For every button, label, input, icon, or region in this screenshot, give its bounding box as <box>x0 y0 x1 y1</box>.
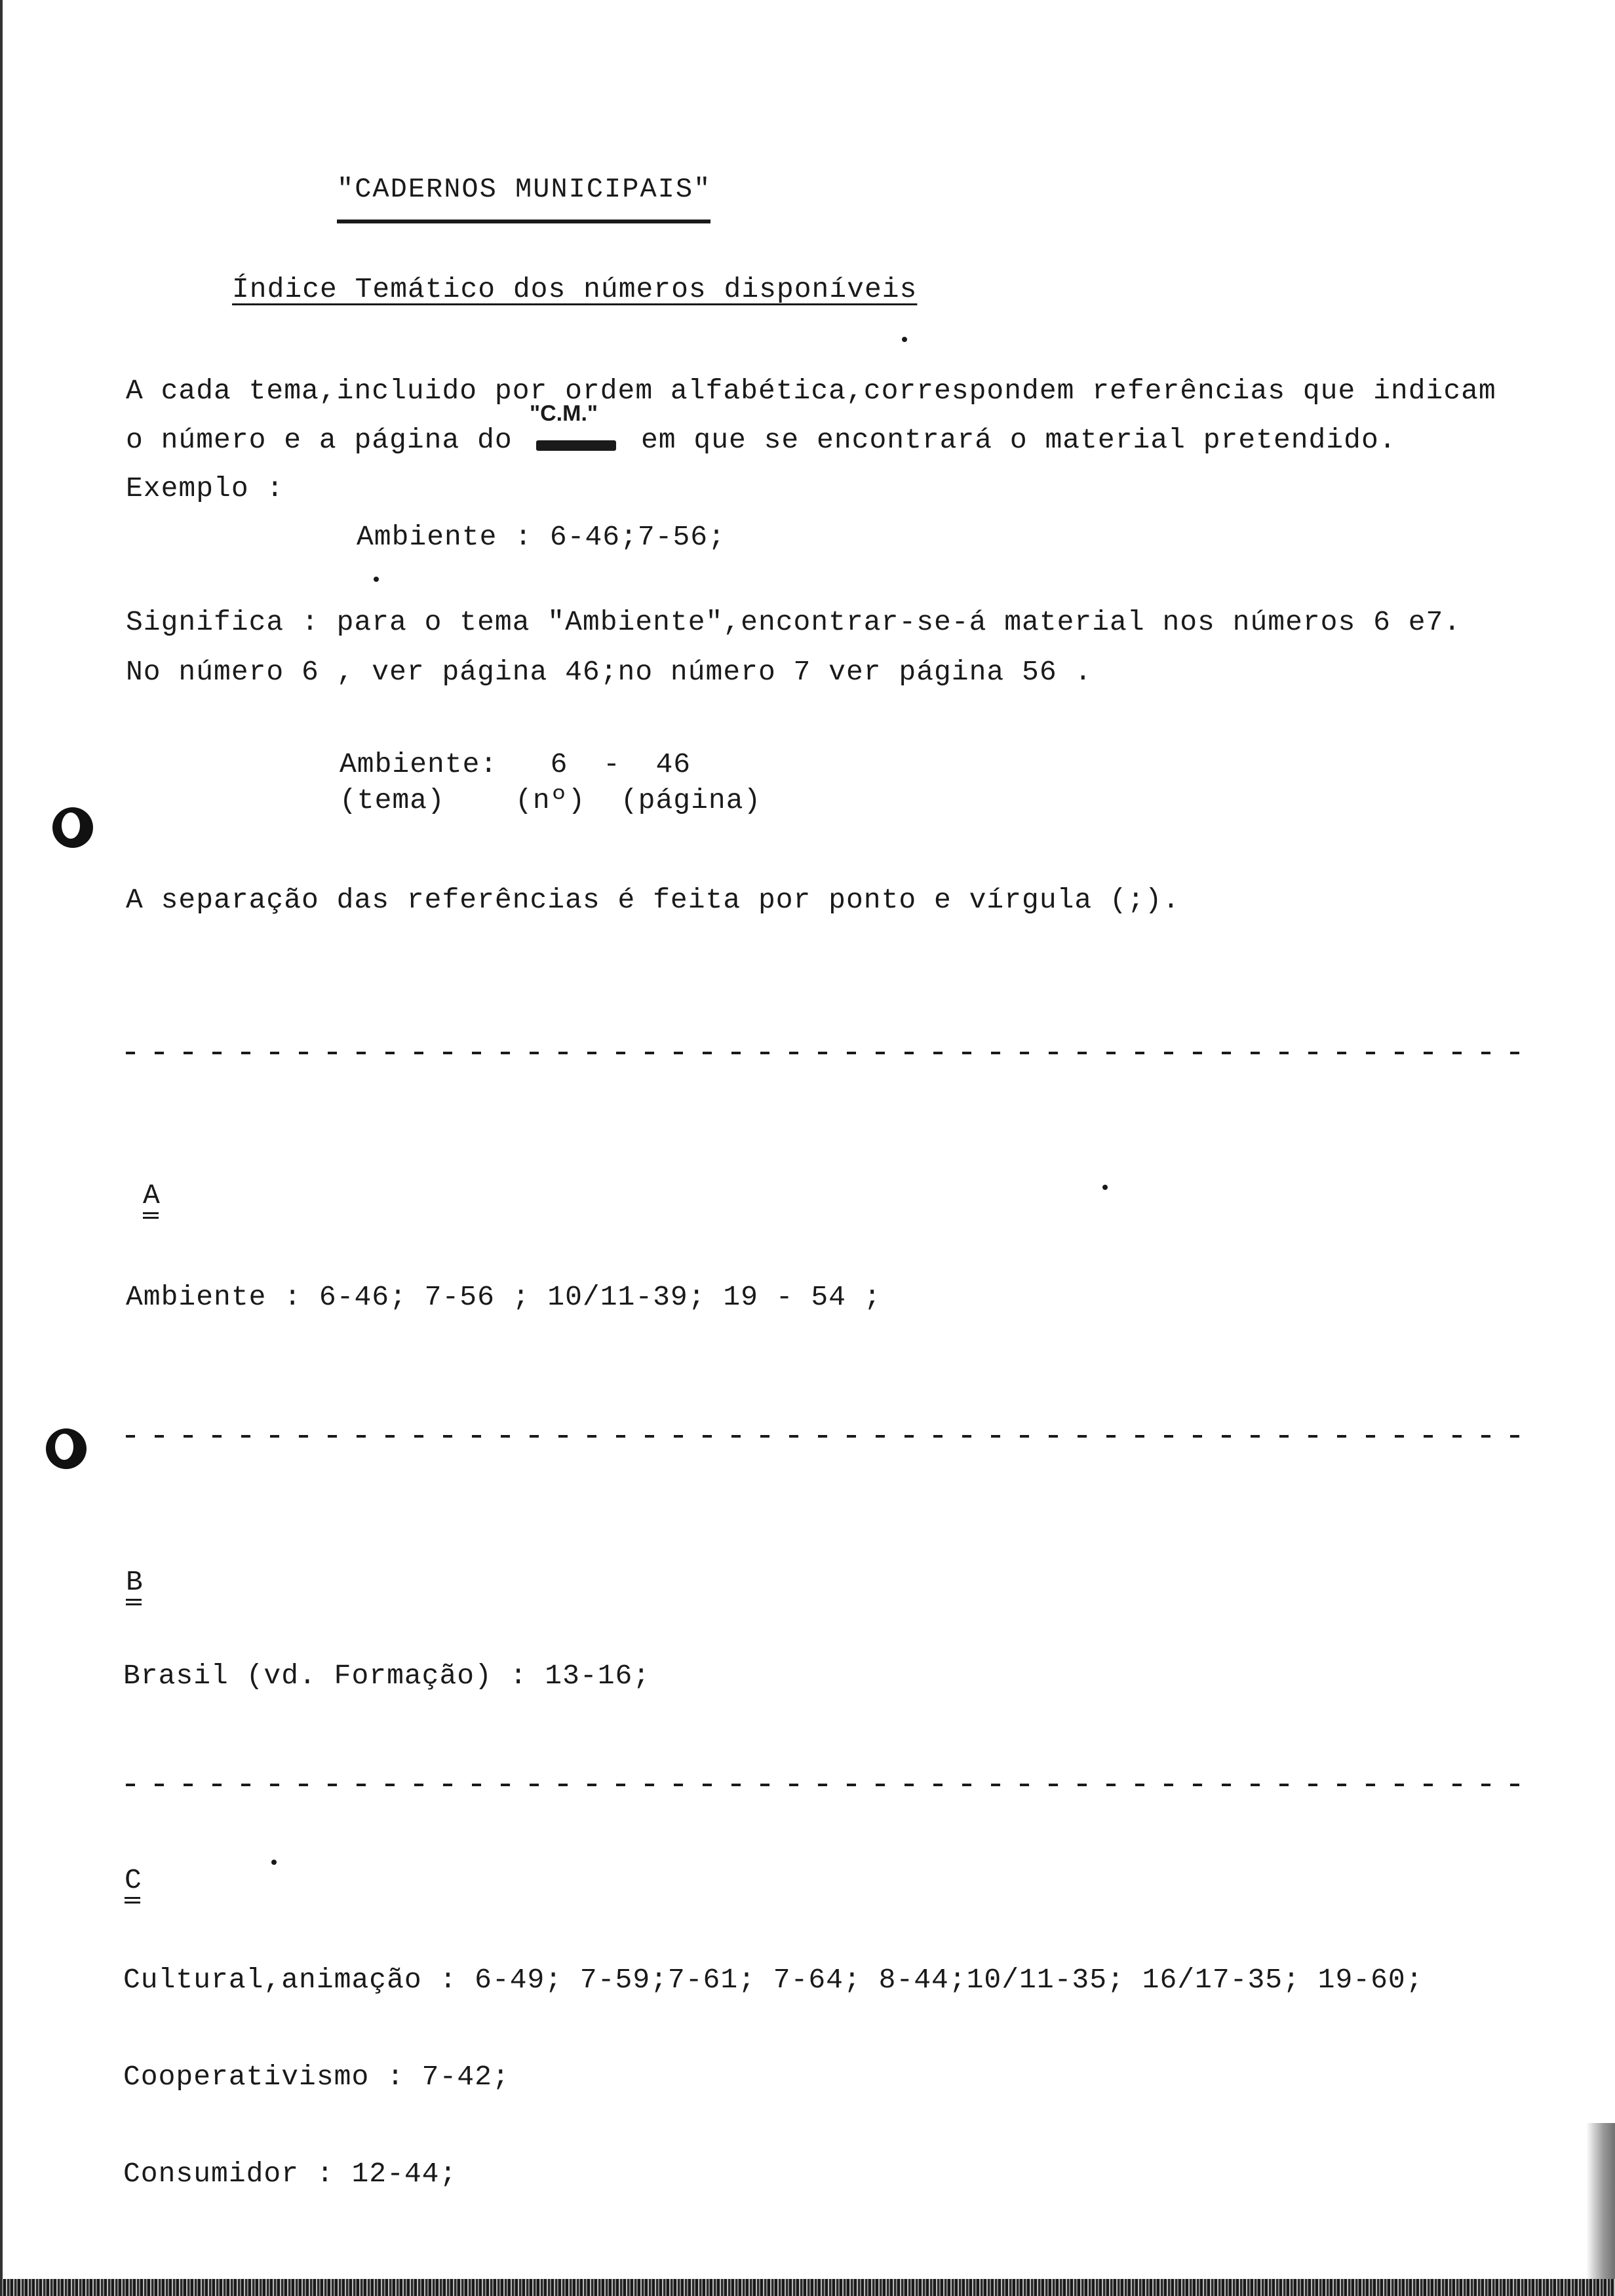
intro-line-2b: em que se encontrará o material pretendido. <box>641 424 1397 456</box>
entry-cultural-animacao: Cultural,animação : 6-49; 7-59;7-61; 7-64; 8-44;10/11-35; 16/17-35; 19-60; <box>123 1964 1424 1996</box>
dashed-divider <box>126 1784 1528 1786</box>
section-letter-b <box>126 1566 143 1598</box>
punch-hole-icon <box>52 807 93 848</box>
entry-consumidor: Consumidor : 12-44; <box>123 2158 457 2190</box>
intro-line-1: A cada tema,incluido por ordem alfabética,correspondem referências que indicam <box>126 375 1496 407</box>
section-letter: A <box>143 1179 160 1212</box>
dashed-divider <box>126 1435 1528 1438</box>
handwritten-annotation: "C.M." <box>530 401 598 426</box>
section-letter-a <box>143 1179 160 1212</box>
meaning-line-2: No número 6 , ver página 46;no número 7 ver página 56 . <box>126 656 1093 688</box>
example-entry: Ambiente : 6-46;7-56; <box>357 521 726 553</box>
double-underline <box>126 1599 142 1605</box>
punch-hole-icon <box>46 1428 87 1469</box>
double-underline <box>125 1897 140 1904</box>
section-letter: C <box>125 1864 142 1896</box>
double-underline <box>143 1212 159 1219</box>
scan-speck <box>902 337 907 342</box>
title-underline <box>337 220 710 223</box>
document-subtitle: Índice Temático dos números disponíveis <box>232 273 918 305</box>
scan-speck <box>271 1860 277 1865</box>
scan-speck <box>1102 1185 1108 1190</box>
intro-line-2a: o número e a página do <box>126 424 513 456</box>
scan-speck <box>374 577 379 582</box>
document-title: "CADERNOS MUNICIPAIS" <box>337 174 712 205</box>
meaning-line-1: Significa : para o tema "Ambiente",encontrar-se-á material nos números 6 e7. <box>126 606 1462 638</box>
section-letter-c <box>125 1864 142 1896</box>
scan-left-edge <box>0 0 3 2296</box>
entry-cooperativismo: Cooperativismo : 7-42; <box>123 2061 510 2093</box>
entry-brasil: Brasil (vd. Formação) : 13-16; <box>123 1660 651 1692</box>
diagram-line-2: (tema) (nº) (página) <box>340 784 762 816</box>
example-label: Exemplo : <box>126 472 284 505</box>
entry-ambiente: Ambiente : 6-46; 7-56 ; 10/11-39; 19 - 54 ; <box>126 1281 882 1313</box>
scan-right-edge-shadow <box>1586 2123 1615 2280</box>
diagram-line-1: Ambiente: 6 - 46 <box>340 748 691 780</box>
separator-note: A separação das referências é feita por ponto e vírgula (;). <box>126 884 1180 916</box>
scan-bottom-edge <box>0 2279 1615 2296</box>
dashed-divider <box>126 1052 1528 1054</box>
crossed-out-word <box>536 440 616 451</box>
section-letter: B <box>126 1566 143 1598</box>
